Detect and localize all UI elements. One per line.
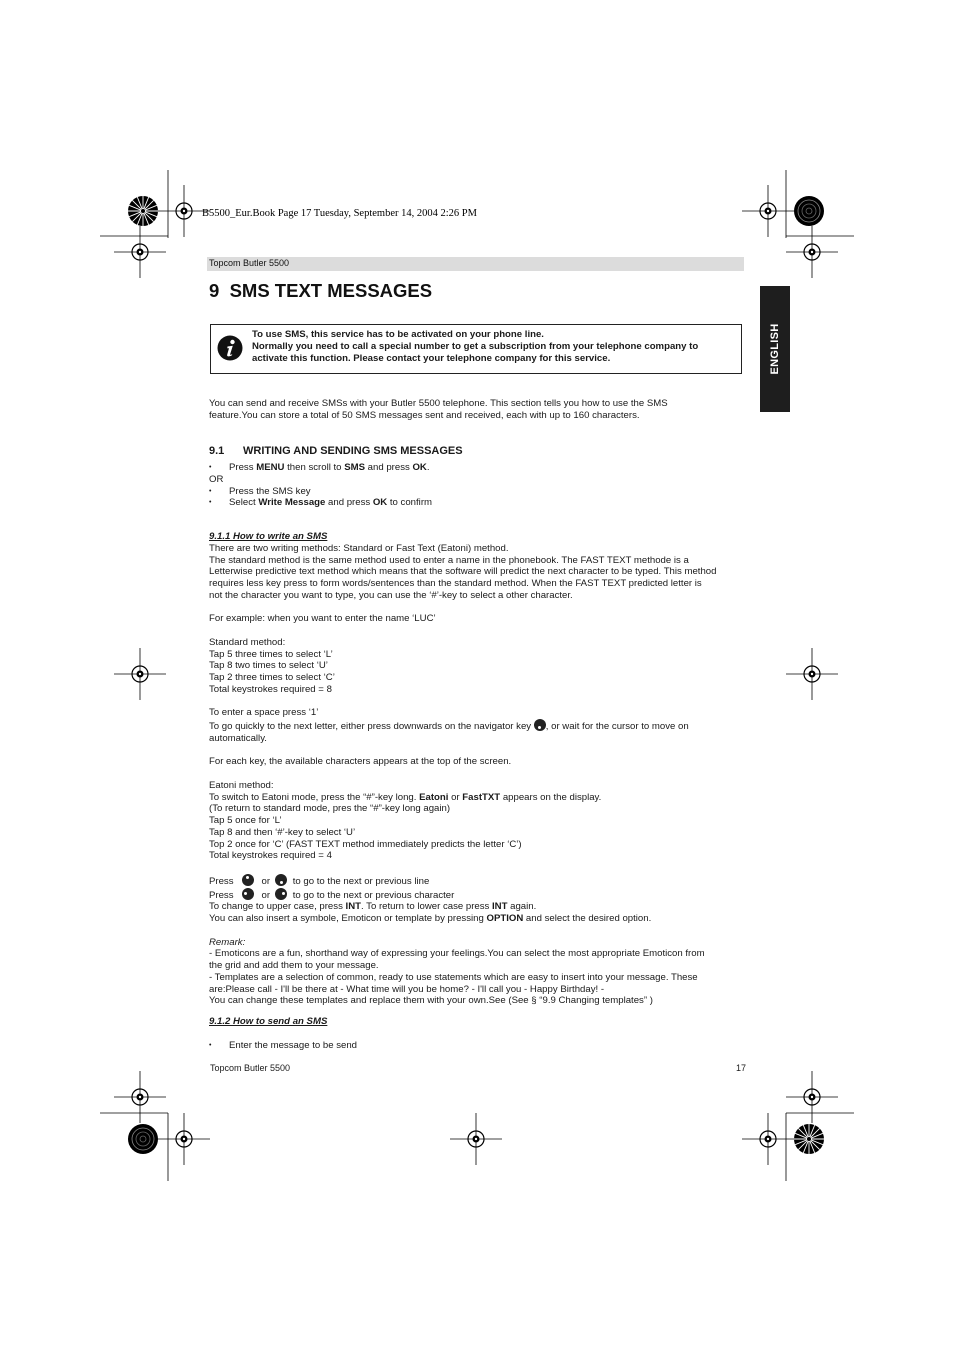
paragraph-line: requires less key press to form words/sentences than the standard method. When the FAST TEXT predicted letter is [209, 578, 702, 589]
info-note-text [252, 329, 736, 365]
paragraph-line: not the character you want to type, you can use the ‘#’-key to select a other character. [209, 589, 573, 601]
subsection-heading-how-to-send: 9.1.2 How to send an SMS [209, 1016, 328, 1027]
navigator-down-key-icon [534, 719, 546, 731]
remark-line: the grid and add them to your message. [209, 960, 379, 971]
language-tab-label: ENGLISH [769, 323, 781, 375]
remark-line: You can change these templates and replace them with your own.See (See § “9.9 Changing templates” ) [209, 995, 653, 1007]
note-line: activate this function. Please contact your telephone company for this service. [252, 353, 611, 364]
remark-line: - Emoticons are a fun, shorthand way of expressing your feelings.You can select the most appropriate Emoticon from [209, 948, 705, 960]
running-header-text: Topcom Butler 5500 [209, 258, 290, 268]
next-letter-instruction: To go quickly to the next letter, either press downwards on the navigator key , or wait for the cursor to move on [209, 721, 689, 732]
each-key-note: For each key, the available characters appears at the top of the screen. [209, 756, 512, 768]
standard-step: Tap 2 three times to select ‘C’ [209, 672, 335, 683]
standard-step: Tap 5 three times to select ‘L’ [209, 648, 333, 660]
navigator-left-key-icon [242, 888, 254, 900]
info-icon [217, 335, 243, 361]
chapter-number: 9 [209, 280, 220, 301]
eatoni-method-title: Eatoni method: [209, 779, 274, 791]
standard-method-title: Standard method: [209, 636, 286, 648]
section-title: WRITING AND SENDING SMS MESSAGES [243, 445, 463, 457]
page-number: 17 [736, 1063, 747, 1073]
step-enter-message: • Enter the message to be send [209, 1040, 746, 1052]
info-note-box [210, 324, 742, 374]
section-heading-9-1 [209, 445, 463, 457]
remark-line: - Templates are a selection of common, ready to use statements which are easy to insert into your message. These [209, 971, 698, 983]
note-line: To use SMS, this service has to be activated on your phone line. [252, 329, 544, 340]
step-select-write-message: • Select Write Message and press OK to confirm [209, 497, 746, 509]
next-letter-instruction-cont: automatically. [209, 732, 267, 744]
section-number: 9.1 [209, 445, 225, 457]
running-header [207, 257, 744, 271]
chapter-title-text: SMS TEXT MESSAGES [229, 280, 433, 301]
note-line: Normally you need to call a special number to get a subscription from your telephone company to [252, 341, 699, 352]
nav-line-instruction: Press or to go to the next or previous line [209, 875, 430, 887]
remark-title: Remark: [209, 936, 246, 948]
print-slug: B5500_Eur.Book Page 17 Tuesday, September 14, 2004 2:26 PM [202, 208, 477, 219]
eatoni-total: Total keystrokes required = 4 [209, 850, 332, 862]
nav-char-instruction: Press or to go to the next or previous character [209, 889, 455, 901]
intro-paragraph [209, 398, 746, 422]
paragraph-line: Letterwise predictive text method which means that the software will predict the next character to be typed. This method [209, 566, 717, 578]
section-9-1-steps [209, 462, 746, 509]
eatoni-step: Tap 8 and then ‘#’-key to select ‘U’ [209, 826, 356, 838]
navigator-right-key-icon [275, 888, 287, 900]
eatoni-step: (To return to standard mode, pres the “#”-key long again) [209, 803, 451, 815]
insert-option-instruction: You can also insert a symbole, Emoticon or template by pressing OPTION and select the desired option. [209, 913, 652, 924]
section-9-1-1 [209, 531, 746, 1051]
intro-line: You can send and receive SMSs with your Butler 5500 telephone. This section tells you how to use the SMS [209, 398, 668, 409]
eatoni-step: Top 2 once for ‘C’ (FAST TEXT method immediately predicts the letter ‘C’) [209, 838, 522, 850]
chapter-title [209, 280, 432, 302]
step-press-menu: • Press MENU then scroll to SMS and press OK. [209, 462, 746, 474]
subsection-heading-how-to-write: 9.1.1 How to write an SMS [209, 531, 328, 542]
navigator-up-key-icon [242, 874, 254, 886]
step-press-sms-key: • Press the SMS key [209, 486, 746, 498]
upper-case-instruction: To change to upper case, press INT. To return to lower case press INT again. [209, 901, 537, 913]
standard-step: Tap 8 two times to select ‘U’ [209, 660, 328, 672]
example-line: For example: when you want to enter the name ‘LUC’ [209, 613, 436, 625]
intro-line: feature.You can store a total of 50 SMS messages sent and received, each with up to 160 characters. [209, 409, 640, 421]
standard-total: Total keystrokes required = 8 [209, 683, 332, 695]
eatoni-switch: To switch to Eatoni mode, press the “#”-key long. Eatoni or FastTXT appears on the display. [209, 791, 602, 803]
or-label: OR [209, 473, 224, 485]
paragraph-line: The standard method is the same method used to enter a name in the phonebook. The FAST TEXT methode is a [209, 554, 689, 566]
paragraph-line: There are two writing methods: Standard or Fast Text (Eatoni) method. [209, 542, 509, 554]
eatoni-step: Tap 5 once for ‘L’ [209, 815, 282, 826]
remark-line: are:Please call - I'll be there at - What time will you be home? - I'll call you - Happy Birthday! - [209, 983, 605, 995]
language-tab [760, 286, 790, 412]
footer-product: Topcom Butler 5500 [210, 1063, 291, 1073]
navigator-down-key-icon [275, 874, 287, 886]
space-instruction: To enter a space press ‘1’ [209, 707, 319, 719]
